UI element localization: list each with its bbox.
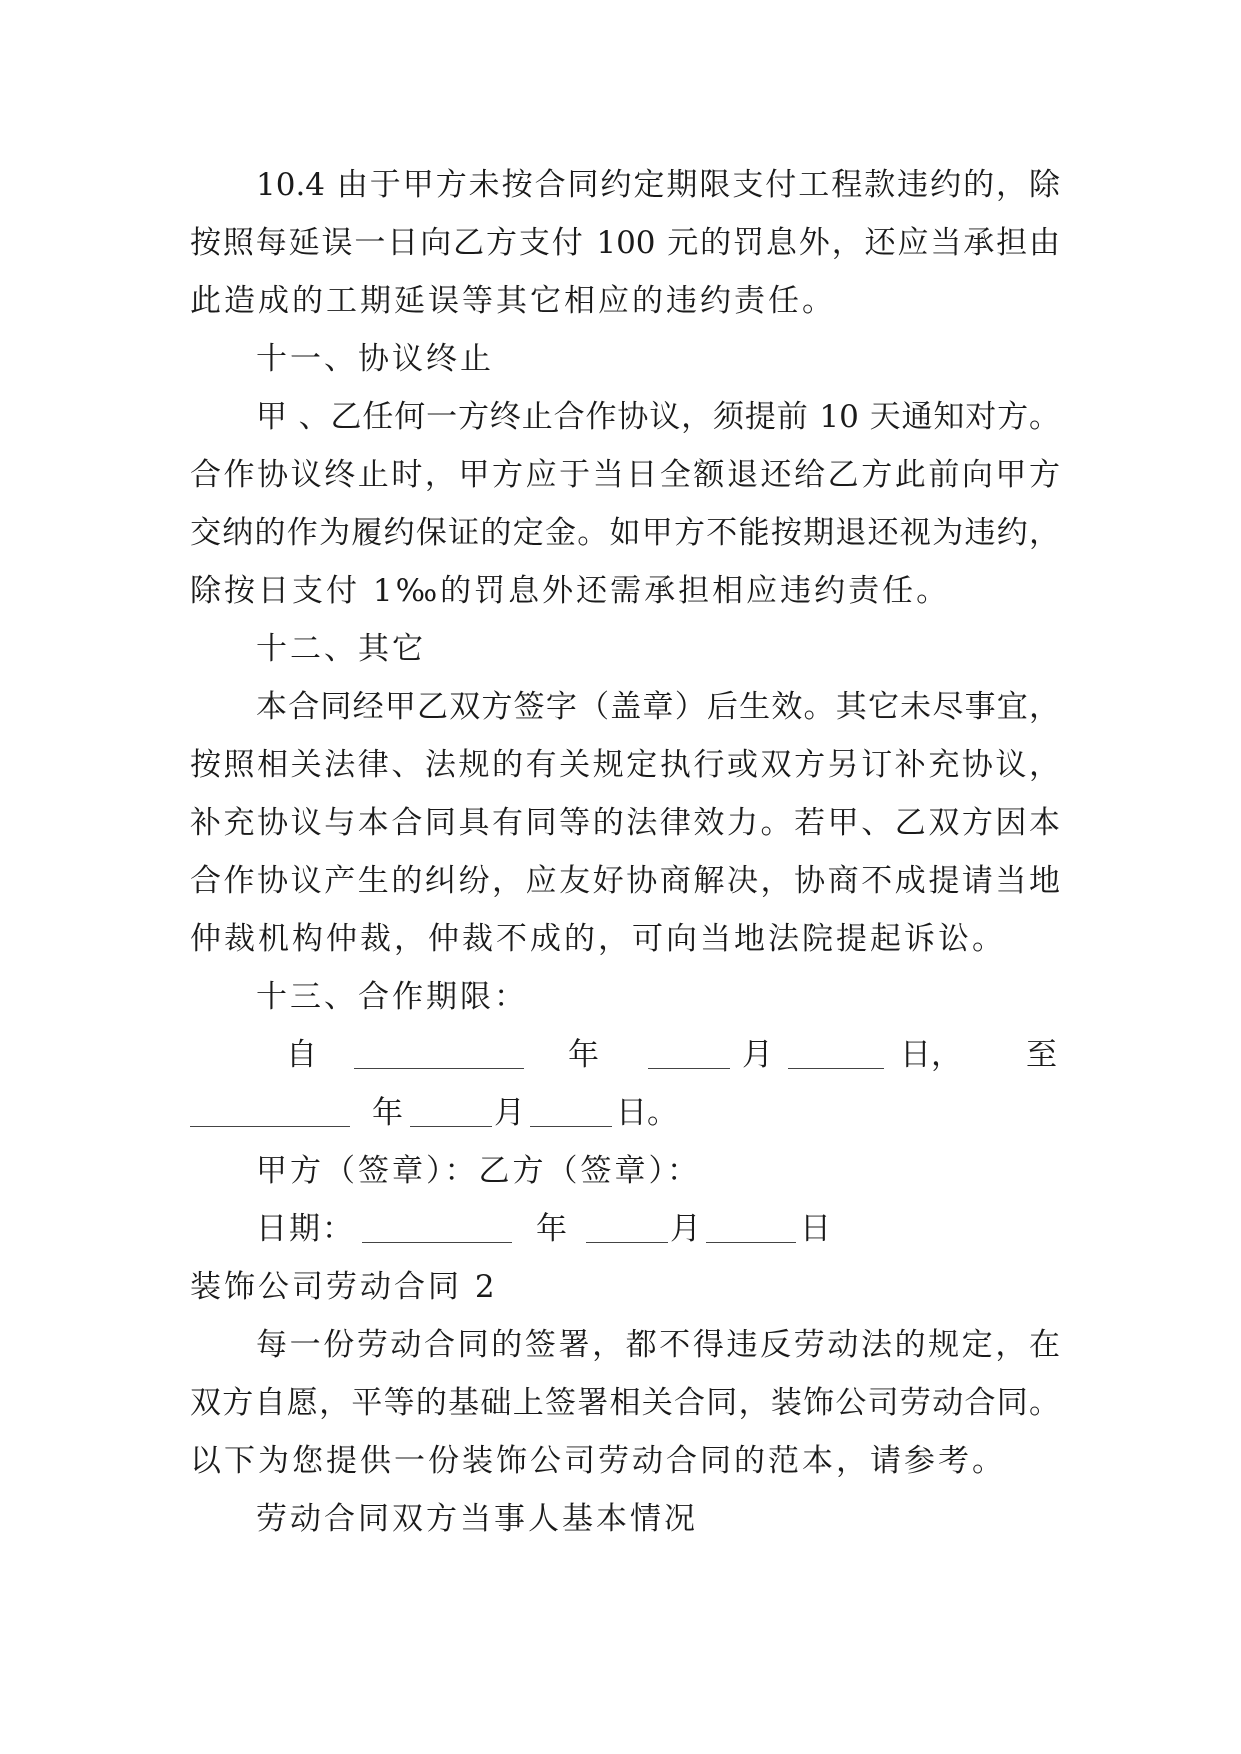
paragraph-line: 合作协议终止时，甲方应于当日全额退还给乙方此前向甲方 xyxy=(190,457,1060,493)
sign-day-blank[interactable] xyxy=(706,1212,796,1243)
document-title: 装饰公司劳动合同 2 xyxy=(190,1269,498,1305)
period-from-label: 自 xyxy=(286,1037,317,1073)
paragraph-line: 补充协议与本合同具有同等的法律效力。若甲、乙双方因本 xyxy=(190,805,1060,841)
date-label: 日期： xyxy=(256,1211,355,1247)
sign-month-blank[interactable] xyxy=(586,1212,668,1243)
period-to-label: 至 xyxy=(1026,1037,1057,1073)
section-heading: 劳动合同双方当事人基本情况 xyxy=(256,1501,698,1537)
sign-year-label: 年 xyxy=(536,1211,567,1247)
signature-line: 甲方（签章）：乙方（签章）： xyxy=(256,1153,701,1189)
paragraph-line: 按照每延误一日向乙方支付 100 元的罚息外，还应当承担由 xyxy=(190,225,1060,261)
period-day-label: 日， xyxy=(900,1037,962,1073)
period-row-start xyxy=(256,1026,1060,1084)
end-month-label: 月 xyxy=(494,1095,525,1131)
start-month-blank[interactable] xyxy=(648,1038,730,1069)
paragraph-line: 双方自愿，平等的基础上签署相关合同，装饰公司劳动合同。 xyxy=(190,1385,1060,1421)
sign-year-blank[interactable] xyxy=(362,1212,512,1243)
paragraph-line: 甲 、乙任何一方终止合作协议，须提前 10 天通知对方。 xyxy=(256,399,1060,435)
period-year-label: 年 xyxy=(568,1037,599,1073)
paragraph-line: 除按日支付 1‰的罚息外还需承担相应违约责任。 xyxy=(190,573,951,609)
paragraph-line: 10.4 由于甲方未按合同约定期限支付工程款违约的，除 xyxy=(256,167,1060,203)
start-year-blank[interactable] xyxy=(354,1038,524,1069)
section-heading: 十一、协议终止 xyxy=(256,341,494,377)
section-heading: 十二、其它 xyxy=(256,631,426,667)
end-day-blank[interactable] xyxy=(530,1096,612,1127)
paragraph-line: 以下为您提供一份装饰公司劳动合同的范本，请参考。 xyxy=(190,1443,1006,1479)
period-row-end xyxy=(190,1084,1060,1142)
paragraph-line: 合作协议产生的纠纷，应友好协商解决，协商不成提请当地 xyxy=(190,863,1060,899)
sign-date-row xyxy=(256,1200,1060,1258)
start-day-blank[interactable] xyxy=(788,1038,884,1069)
end-year-label: 年 xyxy=(372,1095,403,1131)
sign-day-label: 日 xyxy=(800,1211,831,1247)
end-day-label: 日。 xyxy=(616,1095,678,1131)
end-month-blank[interactable] xyxy=(410,1096,492,1127)
paragraph-line: 按照相关法律、法规的有关规定执行或双方另订补充协议， xyxy=(190,747,1060,783)
paragraph-line: 本合同经甲乙双方签字（盖章）后生效。其它未尽事宜， xyxy=(256,689,1060,725)
paragraph-line: 每一份劳动合同的签署，都不得违反劳动法的规定，在 xyxy=(256,1327,1060,1363)
paragraph-line: 此造成的工期延误等其它相应的违约责任。 xyxy=(190,283,836,319)
sign-month-label: 月 xyxy=(670,1211,701,1247)
section-heading: 十三、合作期限： xyxy=(256,979,528,1015)
paragraph-line: 仲裁机构仲裁，仲裁不成的，可向当地法院提起诉讼。 xyxy=(190,921,1006,957)
paragraph-line: 交纳的作为履约保证的定金。如甲方不能按期退还视为违约， xyxy=(190,515,1060,551)
period-month-label: 月 xyxy=(742,1037,773,1073)
end-year-blank[interactable] xyxy=(190,1096,350,1127)
